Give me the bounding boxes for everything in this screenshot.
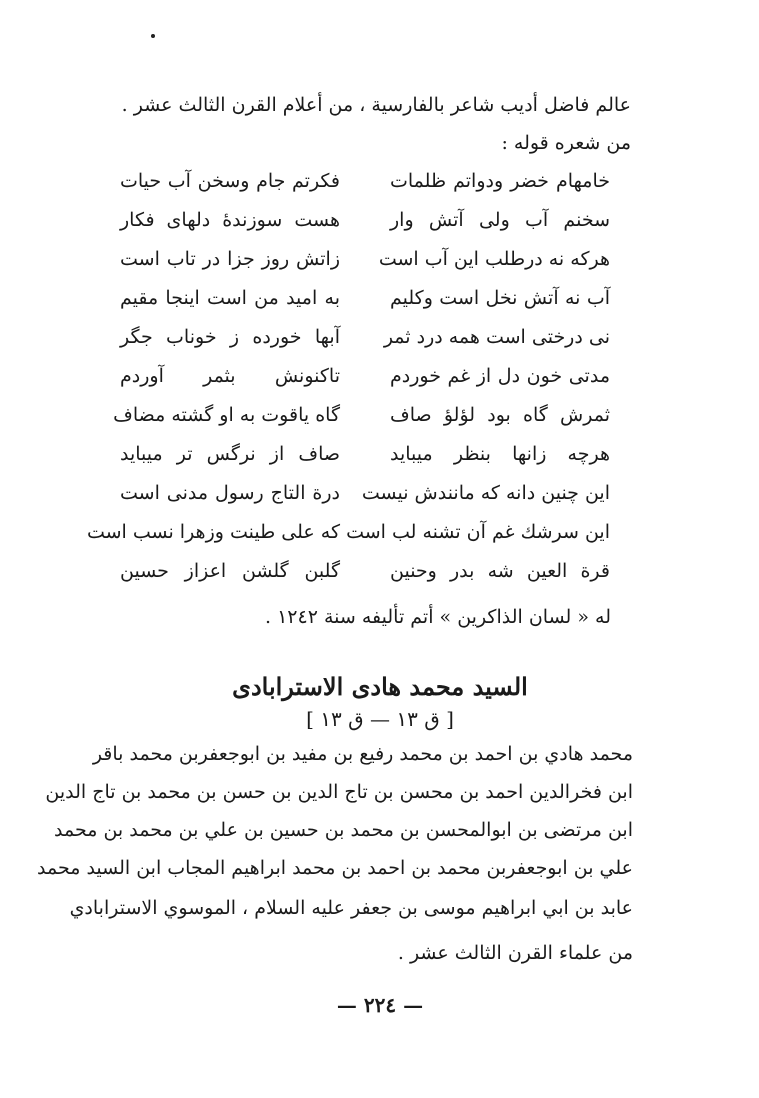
couplet: [86, 519, 610, 558]
entry-dates: [ ق ١٣ — ق ١٣ ]: [306, 707, 454, 731]
first-hemistich: قرة العين شه بدر وحنين: [390, 560, 610, 582]
second-hemistich: به اميد من است اينجا مقيم: [120, 287, 340, 309]
second-hemistich: گاه ياقوت به او گشته مضاف: [113, 404, 340, 426]
biography-line: محمد هادي بن احمد بن محمد رفيع بن مفيد بن ابوجعفربن محمد باقر: [92, 743, 633, 765]
second-hemistich: درة التاج رسول مدنى است: [120, 482, 340, 504]
first-hemistich: نى درختى است همه درد ثمر: [383, 326, 610, 348]
second-hemistich: كه على طينت وزهرا نسب است: [86, 521, 340, 543]
second-hemistich: گلبن گلشن اعزاز حسين: [120, 560, 340, 582]
first-hemistich: اين چنين دانه كه مانندش نيست: [361, 482, 610, 504]
couplet: [120, 480, 610, 519]
poem-introduction: من شعره قوله :: [501, 132, 631, 154]
couplet: [120, 168, 610, 207]
second-hemistich: صاف از نرگس تر ميبايد: [120, 443, 340, 465]
first-hemistich: مدتى خون دل از غم خوردم: [390, 365, 610, 387]
first-hemistich: هركه نه درطلب اين آب است: [378, 248, 610, 270]
first-hemistich: سخنم آب ولى آتش وار: [390, 209, 610, 231]
couplet: [120, 207, 610, 246]
first-hemistich: خامهام خضر ودواتم ظلمات: [390, 170, 610, 192]
couplet: [120, 285, 610, 324]
second-hemistich: تاكنونش بثمر آوردم: [120, 365, 340, 387]
page-number: — ٢٢٤ —: [336, 993, 424, 1017]
first-hemistich: ثمرش گاه بود لؤلؤ صاف: [390, 404, 610, 426]
entry-heading: السيد محمد هادى الاسترابادى: [232, 672, 528, 701]
second-hemistich: زاتش روز جزا در تاب است: [120, 248, 340, 270]
biography-line: ابن مرتضى بن ابوالمحسن بن محمد بن حسين بن علي بن محمد بن محمد: [54, 819, 633, 841]
work-colophon: له « لسان الذاكرين » أتم تأليفه سنة ١٢٤٢ .: [265, 606, 611, 628]
couplet: [120, 558, 610, 597]
couplet: [120, 441, 610, 480]
ink-dot: [151, 34, 155, 38]
biography-line: عابد بن ابي ابراهيم موسى بن جعفر عليه السلام ، الموسوي الاسترابادي: [69, 897, 633, 919]
couplet: [120, 246, 610, 285]
couplet: [120, 363, 610, 402]
first-hemistich: اين سرشك غم آن تشنه لب است: [346, 521, 610, 543]
first-hemistich: هرچه زانها بنظر ميبايد: [390, 443, 610, 465]
second-hemistich: فكرتم جام وسخن آب حيات: [120, 170, 340, 192]
biography-line: علي بن ابوجعفربن محمد بن احمد بن محمد ابراهيم المجاب ابن السيد محمد: [37, 857, 633, 879]
biography-line: من علماء القرن الثالث عشر .: [397, 942, 633, 964]
biography-line: ابن فخرالدين احمد بن محسن بن تاج الدين بن حسن بن محمد بن تاج الدين: [45, 781, 633, 803]
couplet: [120, 324, 610, 363]
second-hemistich: هست سوزندهٔ دلهاى فكار: [120, 209, 340, 231]
first-hemistich: آب نه آتش نخل است وكليم: [390, 287, 610, 309]
second-hemistich: آبها خورده ز خوناب جگر: [120, 326, 340, 348]
couplet: [113, 402, 610, 441]
intro-line: عالم فاضل أديب شاعر بالفارسية ، من أعلام القرن الثالث عشر .: [121, 94, 631, 116]
poem: [86, 168, 610, 597]
